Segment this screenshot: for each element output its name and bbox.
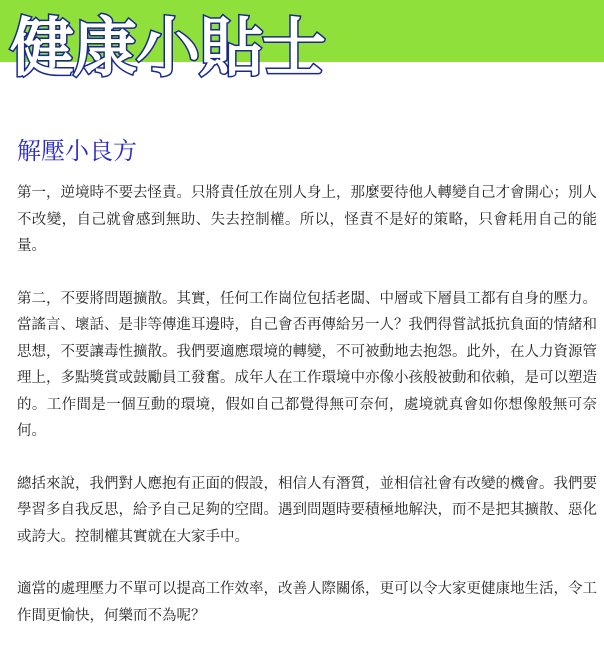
banner-title: 健康小貼士 (10, 12, 325, 86)
paragraph-4: 適當的處理壓力不單可以提高工作效率，改善人際關係，更可以令大家更健康地生活，令工作間更愉快，何樂而不為呢？ (17, 581, 597, 624)
paragraph-1: 第一，逆境時不要去怪責。只將責任放在別人身上，那麼要待他人轉變自己才會開心；別人不改變，自己就會感到無助、失去控制權。所以，怪責不是好的策略，只會耗用自己的能量。 (17, 185, 597, 254)
paragraph-2: 第二，不要將問題擴散。其實，任何工作崗位包括老闆、中層或下層員工都有自身的壓力。當謠言、壞話、是非等傳進耳邊時，自己會否再傳給另一人？我們得嘗試抵抗負面的情緒和思想，不要讓毒性擴散。我們要適應環境的轉變，不可被動地去抱怨。此外，在人力資源管理上，多點獎賞或鼓勵員工發奮。成年人在工作環境中亦像小孩般被動和依賴，是可以塑造的。工作間是一個互動的環境，假如自己都覺得無可奈何，處境就真會如你想像般無可奈何。 (17, 290, 597, 439)
section-title: 解壓小良方 (17, 137, 137, 165)
paragraph-3: 總括來說，我們對人應抱有正面的假設，相信人有潛質，並相信社會有改變的機會。我們要學習多自我反思，給予自己足夠的空間。遇到問題時要積極地解決，而不是把其擴散、惡化或誇大。控制權其實就在大家手中。 (17, 475, 597, 545)
article-body (17, 180, 597, 655)
